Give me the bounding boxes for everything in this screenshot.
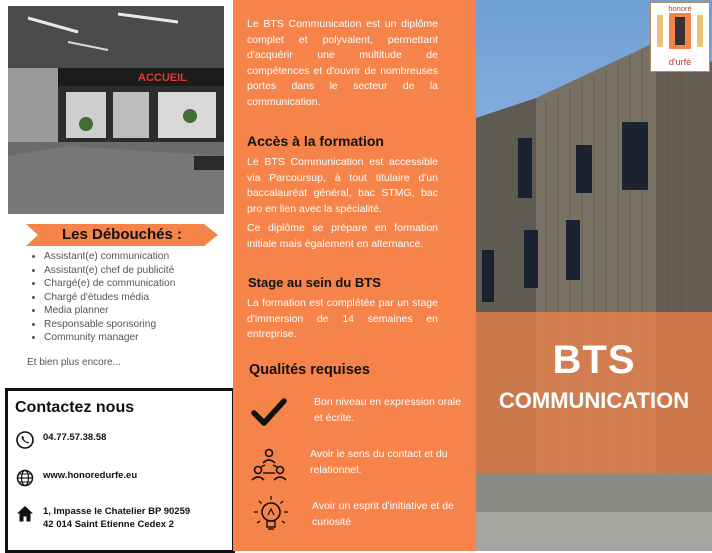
qualite-item xyxy=(251,495,466,539)
acces-title: Accès à la formation xyxy=(247,133,384,149)
middle-panel xyxy=(233,0,476,551)
qualite-text: Avoir un esprit d'initiative et de curiosité xyxy=(312,500,454,528)
contact-phone: 04.77.57.38.58 xyxy=(43,432,107,443)
qualite-item xyxy=(251,394,466,438)
list-item: • Responsable sponsoring xyxy=(44,318,175,332)
list-item: • Assistant(e) communication xyxy=(44,250,175,264)
people-network-icon xyxy=(251,446,291,486)
reception-illustration xyxy=(8,6,224,214)
acces-text-1: Le BTS Communication est accessible via Parcoursup, à tout titulaire d'un baccalauréat général, bac STMG, bac pro en lien avec la spécialité. xyxy=(247,156,438,215)
list-item: • Chargé d'études média xyxy=(44,291,175,305)
stage-text: La formation est complétée par un stage d'immersion de 14 semaines en entreprise. xyxy=(247,297,438,340)
debouches-list xyxy=(28,250,175,345)
cover-subtitle: COMMUNICATION xyxy=(498,388,690,413)
list-item: • Community manager xyxy=(44,331,175,345)
debouches-title: Les Débouchés : xyxy=(61,226,183,243)
home-icon xyxy=(16,505,36,523)
lightbulb-icon xyxy=(251,495,291,535)
list-item: • Media planner xyxy=(44,304,175,318)
contact-website-row[interactable] xyxy=(16,469,137,487)
debouches-more: Et bien plus encore... xyxy=(27,357,121,368)
accueil-sign: ACCUEIL xyxy=(138,72,187,84)
intro-text: Le BTS Communication est un diplôme complet et polyvalent, permettant d'acquérir une multitude de compétences et d'ouvrir de nombreuses portes dans le secteur de la communication. xyxy=(247,18,438,108)
qualite-item xyxy=(251,446,466,490)
cover-panel xyxy=(476,0,712,551)
contact-title: Contactez nous xyxy=(15,399,135,416)
phone-icon xyxy=(16,431,36,449)
logo-mark xyxy=(651,3,709,71)
left-panel xyxy=(0,0,233,551)
qualite-text: Avoir le sens du contact et du relationnel. xyxy=(310,448,448,476)
contact-website: www.honoredurfe.eu xyxy=(43,470,138,481)
school-logo xyxy=(650,2,710,72)
qualite-text: Bon niveau en expression orale et écrite. xyxy=(314,396,462,424)
contact-phone-row[interactable] xyxy=(16,431,106,449)
check-icon xyxy=(251,394,291,434)
contact-address-line1: 1, Impasse le Chatelier BP 90259 xyxy=(43,506,191,517)
contact-address-line2: 42 014 Saint Etienne Cedex 2 xyxy=(43,519,174,530)
list-item: • Chargé(e) de communication xyxy=(44,277,175,291)
qualites-title: Qualités requises xyxy=(249,362,370,378)
list-item: • Assistant(e) chef de publicité xyxy=(44,264,175,278)
logo-line1: honoré xyxy=(668,4,692,13)
logo-line2: d'urfé xyxy=(668,57,692,67)
contact-box xyxy=(5,388,235,553)
globe-icon xyxy=(16,469,36,487)
acces-text-2: Ce diplôme se prépare en formation initiale mais également en alternance. xyxy=(247,222,438,250)
contact-address-row xyxy=(16,505,190,531)
cover-title: BTS xyxy=(552,338,636,382)
stage-title: Stage au sein du BTS xyxy=(248,275,381,290)
reception-photo xyxy=(8,6,224,214)
